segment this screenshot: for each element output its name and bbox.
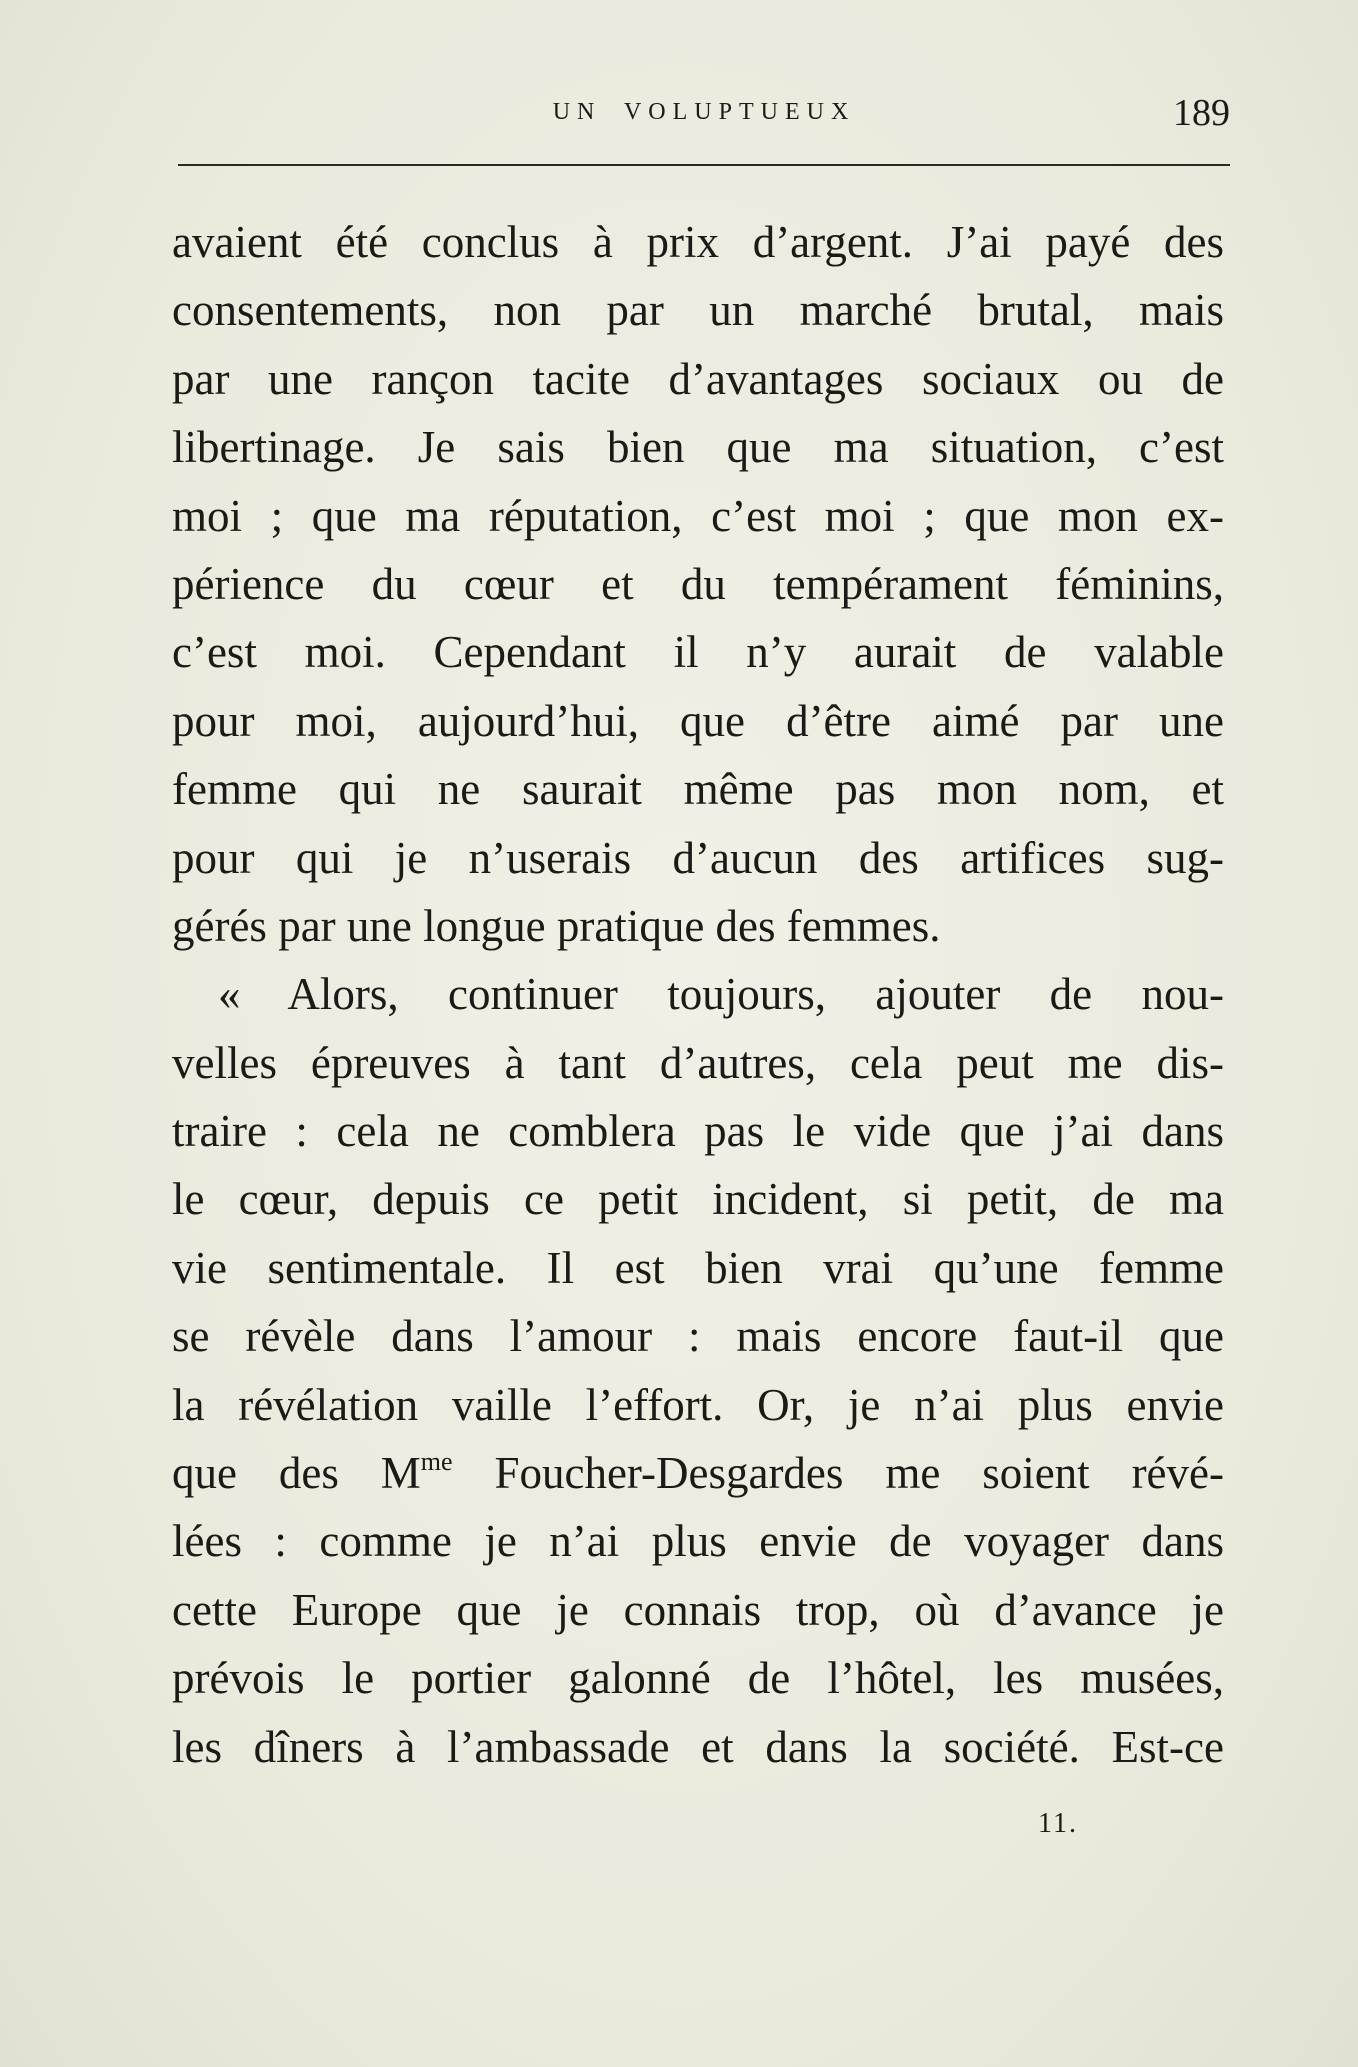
text-line: avaient été conclus à prix d’argent. J’ai payé des bbox=[172, 217, 1224, 267]
text-line: femme qui ne saurait même pas mon nom, et bbox=[172, 764, 1224, 815]
paragraph-start-line: « Alors, continuer toujours, ajouter de nou- bbox=[218, 969, 1224, 1020]
text-line: cette Europe que je connais trop, où d’avance je bbox=[172, 1584, 1224, 1635]
text-line: lées : comme je n’ai plus envie de voyager dans bbox=[172, 1516, 1224, 1567]
text-line: par une rançon tacite d’avantages sociaux ou de bbox=[172, 353, 1224, 404]
running-title: UN VOLUPTUEUX bbox=[552, 99, 856, 125]
text-line: libertinage. Je sais bien que ma situation, c’est bbox=[172, 422, 1224, 473]
header-rule bbox=[178, 164, 1230, 166]
running-head bbox=[178, 92, 1230, 135]
text-line-start: que des M bbox=[172, 1448, 421, 1499]
text-line: moi ; que ma réputation, c’est moi ; que mon ex- bbox=[172, 490, 1224, 541]
text-line: les dîners à l’ambassade et dans la société. Est-ce bbox=[172, 1721, 1224, 1772]
text-line: la révélation vaille l’effort. Or, je n’ai plus envie bbox=[172, 1379, 1224, 1430]
superscript-abbrev: me bbox=[420, 1447, 453, 1477]
text-line: traire : cela ne comblera pas le vide que j’ai dans bbox=[172, 1106, 1224, 1157]
text-line: prévois le portier galonné de l’hôtel, les musées, bbox=[172, 1653, 1224, 1704]
text-line: pour qui je n’userais d’aucun des artifices sug- bbox=[172, 832, 1224, 883]
text-line-rest: Foucher-Desgardes me soient révé- bbox=[452, 1448, 1224, 1499]
paragraph-end-line: gérés par une longue pratique des femmes. bbox=[172, 900, 941, 951]
text-line: velles épreuves à tant d’autres, cela peut me dis- bbox=[172, 1037, 1224, 1088]
text-line: se révèle dans l’amour : mais encore faut-il que bbox=[172, 1311, 1224, 1362]
text-line: consentements, non par un marché brutal, mais bbox=[172, 285, 1224, 336]
text-line: c’est moi. Cependant il n’y aurait de valable bbox=[172, 627, 1224, 678]
text-line: vie sentimentale. Il est bien vrai qu’une femme bbox=[172, 1242, 1224, 1293]
page-number: 189 bbox=[1173, 92, 1230, 134]
printer-signature-mark: 11. bbox=[1038, 1808, 1078, 1839]
text-line-with-superscript bbox=[172, 1439, 1224, 1507]
text-line: le cœur, depuis ce petit incident, si petit, de ma bbox=[172, 1174, 1224, 1225]
body-text bbox=[172, 208, 1224, 1781]
text-line: pour moi, aujourd’hui, que d’être aimé par une bbox=[172, 695, 1224, 746]
text-line: périence du cœur et du tempérament féminins, bbox=[172, 558, 1224, 609]
